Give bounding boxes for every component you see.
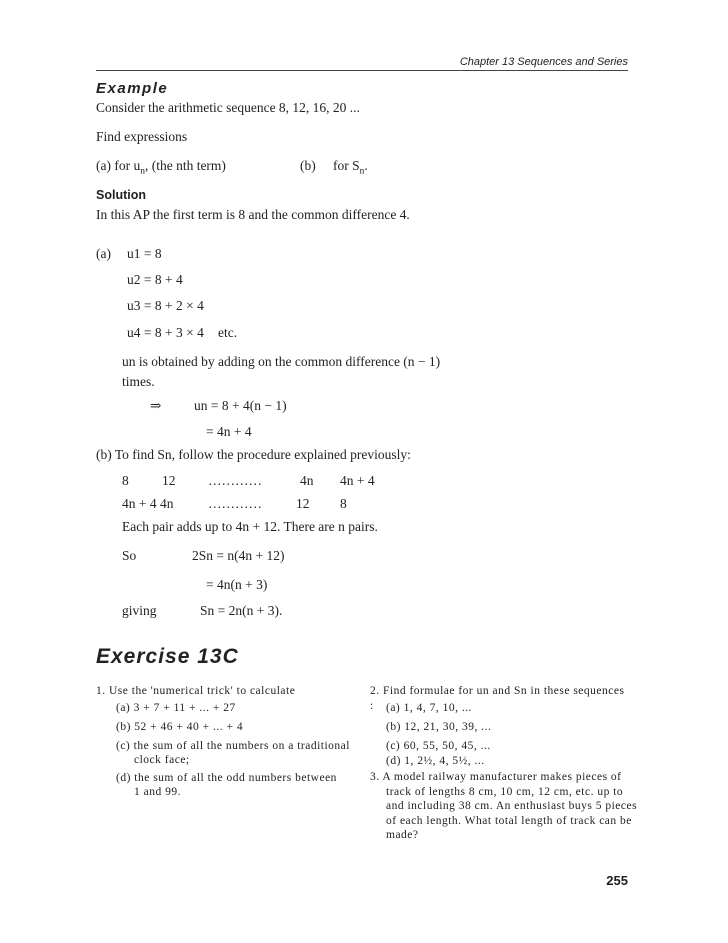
- eq-un-1: un = 8 + 4(n − 1): [194, 398, 287, 413]
- so-label: So: [122, 548, 137, 563]
- eq-s-2: = 4n(n + 3): [206, 577, 268, 592]
- chapter-header: Chapter 13 Sequences and Series: [459, 56, 628, 68]
- q1-prompt: 1. Use the 'numerical trick' to calculate: [96, 685, 296, 697]
- example-find: Find expressions: [96, 129, 188, 144]
- row1-col5: 4n + 4: [340, 473, 375, 488]
- eq-etc: etc.: [218, 325, 238, 340]
- part-b-text: for S: [333, 158, 360, 173]
- q1-part-c-line2: clock face;: [134, 754, 190, 766]
- giving-label: giving: [122, 603, 157, 618]
- eq-s-3: Sn = 2n(n + 3).: [200, 603, 283, 618]
- q2-part-d: (d) 1, 2½, 4, 5½, ...: [386, 755, 485, 767]
- header-rule: [96, 70, 628, 71]
- page-number: 255: [606, 873, 628, 888]
- row2-col4: 8: [340, 496, 347, 511]
- row1-col2: 12: [162, 473, 176, 488]
- part-b-text-line: (b) To find Sn, follow the procedure explained previously:: [96, 447, 411, 462]
- part-a-rest: , (the nth term): [144, 158, 226, 173]
- q2-part-c: (c) 60, 55, 50, 45, ...: [386, 740, 491, 752]
- solution-intro: In this AP the first term is 8 and the common difference 4.: [96, 207, 410, 222]
- row1-col1: 8: [122, 473, 129, 488]
- pair-text: Each pair adds up to 4n + 12. There are n pairs.: [122, 519, 378, 534]
- eq-un-2: = 4n + 4: [206, 424, 252, 439]
- eq-u1: u1 = 8: [127, 246, 162, 261]
- eq-u4: u4 = 8 + 3 × 4: [127, 325, 204, 340]
- part-b-sub: n: [359, 166, 365, 177]
- part-a-sub: n: [140, 166, 145, 177]
- example-part-b: [333, 158, 368, 177]
- q1-part-c-line1: (c) the sum of all the numbers on a traditional: [116, 740, 350, 752]
- row2-col3: 12: [296, 496, 310, 511]
- row2-col1: 4n + 4 4n: [122, 496, 174, 511]
- q3-text: 3. A model railway manufacturer makes pieces of track of lengths 8 cm, 10 cm, 12 cm, etc. up to and including 38 cm. An enthusiast buys 5 pieces of each length. What total length of track can be made?: [370, 771, 638, 841]
- part-a-text: (a) for u: [96, 158, 141, 173]
- example-part-a: [96, 158, 226, 177]
- q1-part-d-line2: 1 and 99.: [134, 786, 181, 798]
- row2-col2: …………: [208, 496, 262, 511]
- q2-prompt: 2. Find formulae for un and Sn in these sequences :: [370, 685, 625, 712]
- q2-part-b: (b) 12, 21, 30, 39, ...: [386, 721, 492, 733]
- q1-part-b: (b) 52 + 46 + 40 + ... + 4: [116, 721, 244, 733]
- un-text-2: times.: [122, 374, 155, 389]
- solution-a-label: (a): [96, 246, 111, 261]
- q2-part-a: (a) 1, 4, 7, 10, ...: [386, 702, 473, 714]
- example-part-b-label: (b): [300, 158, 316, 173]
- eq-u2: u2 = 8 + 4: [127, 272, 183, 287]
- q1-part-d-line1: (d) the sum of all the odd numbers between: [116, 772, 337, 784]
- example-intro: Consider the arithmetic sequence 8, 12, 16, 20 ...: [96, 100, 360, 115]
- solution-heading: Solution: [96, 188, 146, 202]
- eq-u3: u3 = 8 + 2 × 4: [127, 298, 204, 313]
- part-b-end: .: [364, 158, 368, 173]
- eq-s-1: 2Sn = n(4n + 12): [192, 548, 285, 563]
- q1-part-a: (a) 3 + 7 + 11 + ... + 27: [116, 702, 236, 714]
- row1-col4: 4n: [300, 473, 314, 488]
- row1-col3: …………: [208, 473, 262, 488]
- exercise-title: Exercise 13C: [96, 645, 239, 668]
- implies-symbol: ⇒: [150, 398, 162, 413]
- example-heading: Example: [96, 80, 169, 97]
- un-text-1: un is obtained by adding on the common difference (n − 1): [122, 354, 441, 369]
